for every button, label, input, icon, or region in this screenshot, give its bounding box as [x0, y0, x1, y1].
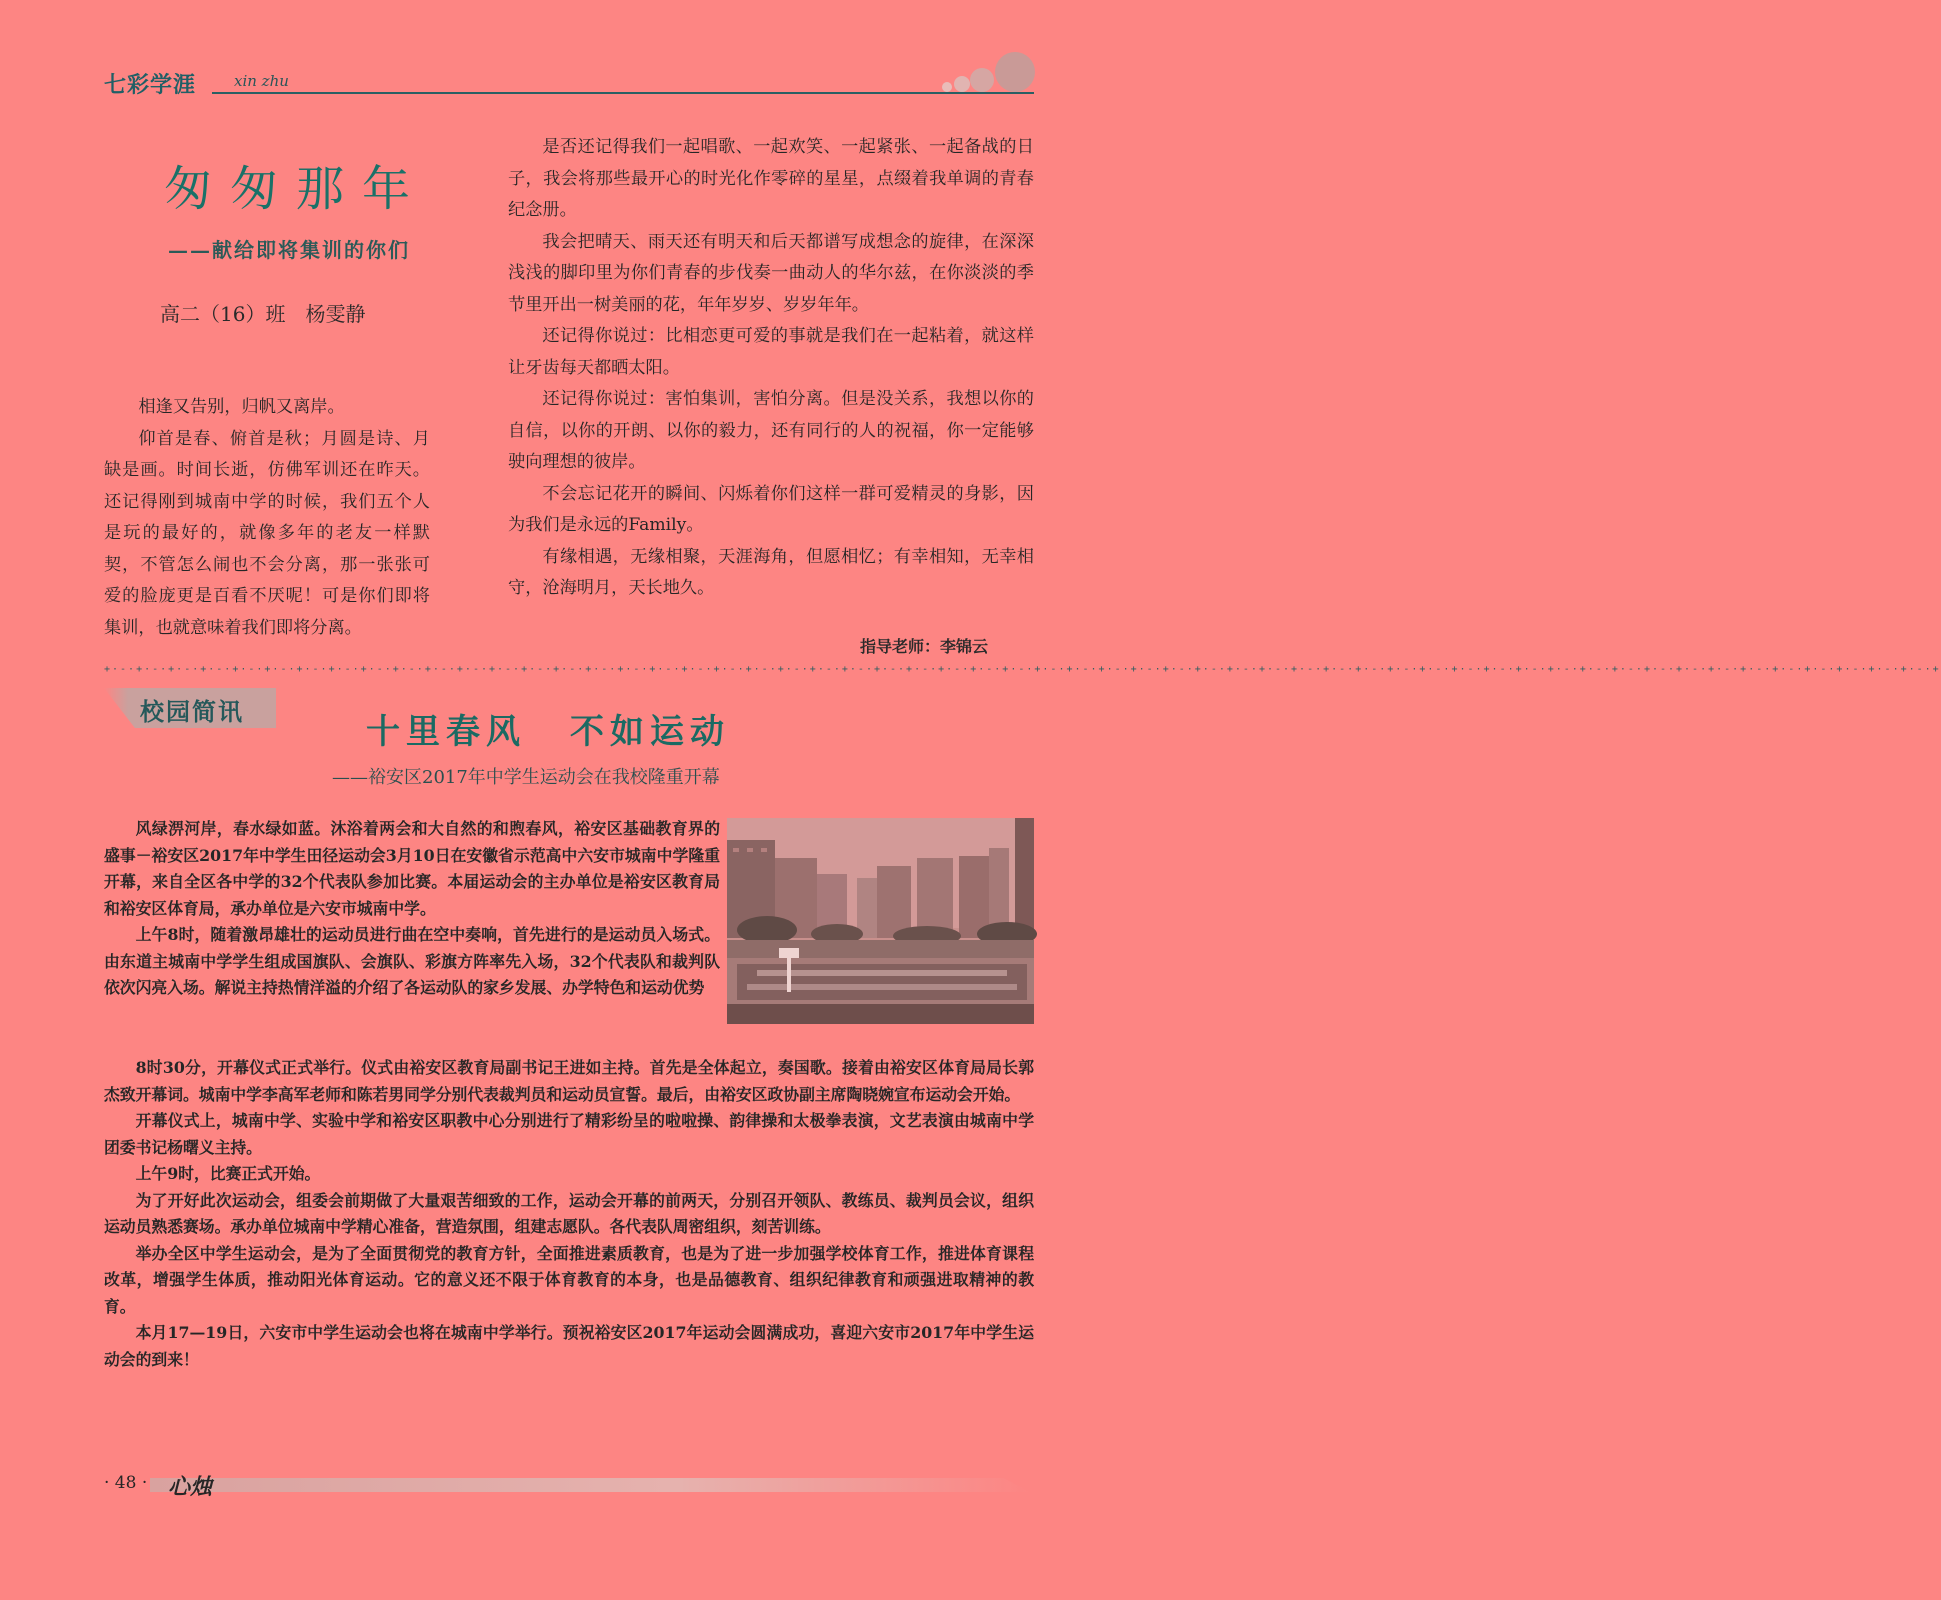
header-rule-right — [932, 92, 1034, 94]
paragraph: 举办全区中学生运动会，是为了全面贯彻党的教育方针，全面推进素质教育，也是为了进一步加强学校体育工作，推进体育课程改革，增强学生体质，推动阳光体育运动。它的意义还不限于体育教育的本身，也是品德教育、组织纪律教育和顽强进取精神的教育。 — [104, 1243, 1034, 1316]
article1-title: 匆匆那年 — [164, 161, 429, 217]
paragraph: 8时30分，开幕仪式正式举行。仪式由裕安区教育局副书记王进如主持。首先是全体起立，奏国歌。接着由裕安区体育局局长郭杰致开幕词。城南中学李高军老师和陈若男同学分别代表裁判员和运动员宣誓。最后，由裕安区政协副主席陶晓婉宣布运动会开始。 — [104, 1058, 1034, 1104]
stadium-photo-illustration — [727, 818, 1034, 1024]
magazine-title: 心烛 — [168, 1474, 213, 1500]
paragraph: 上午9时，比赛正式开始。 — [135, 1164, 321, 1183]
paragraph: 不会忘记花开的瞬间、闪烁着你们这样一群可爱精灵的身影，因为我们是永远的Family。 — [508, 483, 1034, 535]
article2-subtitle: ——裕安区2017年中学生运动会在我校隆重开幕 — [332, 767, 720, 788]
header-rule — [212, 92, 932, 94]
paragraph: 相逢又告别，归帆又离岸。 — [138, 397, 345, 417]
decor-circle-small — [954, 76, 970, 92]
sports-meet-photo — [727, 818, 1034, 1024]
article1-byline: 高二（16）班 杨雯静 — [160, 302, 366, 326]
article1-subtitle: ——献给即将集训的你们 — [168, 238, 410, 262]
article2-title-part2: 不如运动 — [570, 712, 730, 752]
paragraph: 有缘相遇，无缘相聚，天涯海角，但愿相忆；有幸相知，无幸相守，沧海明月，天长地久。 — [508, 546, 1034, 598]
decor-circle-large — [995, 52, 1035, 92]
decor-circle-tiny — [942, 82, 952, 92]
paragraph: 风绿淠河岸，春水绿如蓝。沐浴着两会和大自然的和煦春风，裕安区基础教育界的盛事－裕安区2017年中学生田径运动会3月10日在安徽省示范高中六安市城南中学隆重开幕，来自全区各中学的32个代表队参加比赛。本届运动会的主办单位是裕安区教育局和裕安区体育局，承办单位是六安市城南中学。 — [104, 819, 720, 918]
paragraph: 仰首是春、俯首是秋；月圆是诗、月缺是画。时间长逝，仿佛军训还在昨天。还记得刚到城南中学的时候，我们五个人是玩的最好的，就像多年的老友一样默契，不管怎么闹也不会分离，那一张张可爱的脸庞更是百看不厌呢！可是你们即将集训，也就意味着我们即将分离。 — [104, 428, 430, 638]
paragraph: 还记得你说过：害怕集训，害怕分离。但是没关系，我想以你的自信，以你的开朗、以你的毅力，还有同行的人的祝福，你一定能够驶向理想的彼岸。 — [508, 389, 1034, 472]
paragraph: 上午8时，随着激昂雄壮的运动员进行曲在空中奏响，首先进行的是运动员入场式。由东道主城南中学学生组成国旗队、会旗队、彩旗方阵率先入场，32个代表队和裁判队依次闪亮入场。解说主持热情洋溢的介绍了各运动队的家乡发展、办学特色和运动优势 — [104, 925, 720, 997]
paragraph: 开幕仪式上，城南中学、实验中学和裕安区职教中心分别进行了精彩纷呈的啦啦操、韵律操和太极拳表演，文艺表演由城南中学团委书记杨曙义主持。 — [104, 1111, 1034, 1157]
column-title: 七彩学涯 — [104, 73, 197, 98]
footer-bar — [150, 1478, 1030, 1492]
article2-title — [366, 704, 730, 753]
section-divider: +·-·+·-·+·-·+·-·+·-·+·-·+·-·+·-·+·-·+·-·+·-·+·-·+·-·+·-·+·-·+·-·+·-·+·-·+·-·+·-·+·-·+·-·+·-·+·-·+·-·+·-·+·-·+·-·+·-·+·-·+·-·+·-·+·-·+·-·+·-·+·-·+·-·+·-·+·-·+·-·+·-·+·-·+·-·+·-·+·-·+·-·+·-·+·-·+·-·+·-·+·-·+·-·+·-·+·-·+·-·+·-·+·-·+ — [104, 664, 1941, 675]
decor-circle-medium — [970, 68, 994, 92]
paragraph: 是否还记得我们一起唱歌、一起欢笑、一起紧张、一起备战的日子，我会将那些最开心的时光化作零碎的星星，点缀着我单调的青春纪念册。 — [508, 137, 1034, 220]
section-tag: 校园简讯 — [140, 698, 244, 726]
article1-left-column — [104, 392, 430, 644]
article1-right-column — [508, 132, 1034, 605]
article2-wrap-column — [104, 816, 720, 1002]
article2-title-part1: 十里春风 — [366, 712, 526, 752]
paragraph: 本月17—19日，六安市中学生运动会也将在城南中学举行。预祝裕安区2017年运动会圆满成功，喜迎六安市2017年中学生运动会的到来！ — [104, 1323, 1034, 1369]
paragraph: 我会把晴天、雨天还有明天和后天都谱写成想念的旋律，在深深浅浅的脚印里为你们青春的步伐奏一曲动人的华尔兹，在你淡淡的季节里开出一树美丽的花，年年岁岁、岁岁年年。 — [508, 231, 1034, 315]
paragraph: 还记得你说过：比相恋更可爱的事就是我们在一起粘着，就这样让牙齿每天都晒太阳。 — [508, 326, 1034, 378]
article1-teacher: 指导老师：李锦云 — [860, 637, 989, 656]
article2-full-column — [104, 1055, 1034, 1373]
page-number: · 48 · — [104, 1473, 148, 1493]
column-pinyin: xin zhu — [234, 72, 289, 90]
paragraph: 为了开好此次运动会，组委会前期做了大量艰苦细致的工作，运动会开幕的前两天，分别召开领队、教练员、裁判员会议，组织运动员熟悉赛场。承办单位城南中学精心准备，营造氛围，组建志愿队。各代表队周密组织，刻苦训练。 — [104, 1190, 1034, 1236]
